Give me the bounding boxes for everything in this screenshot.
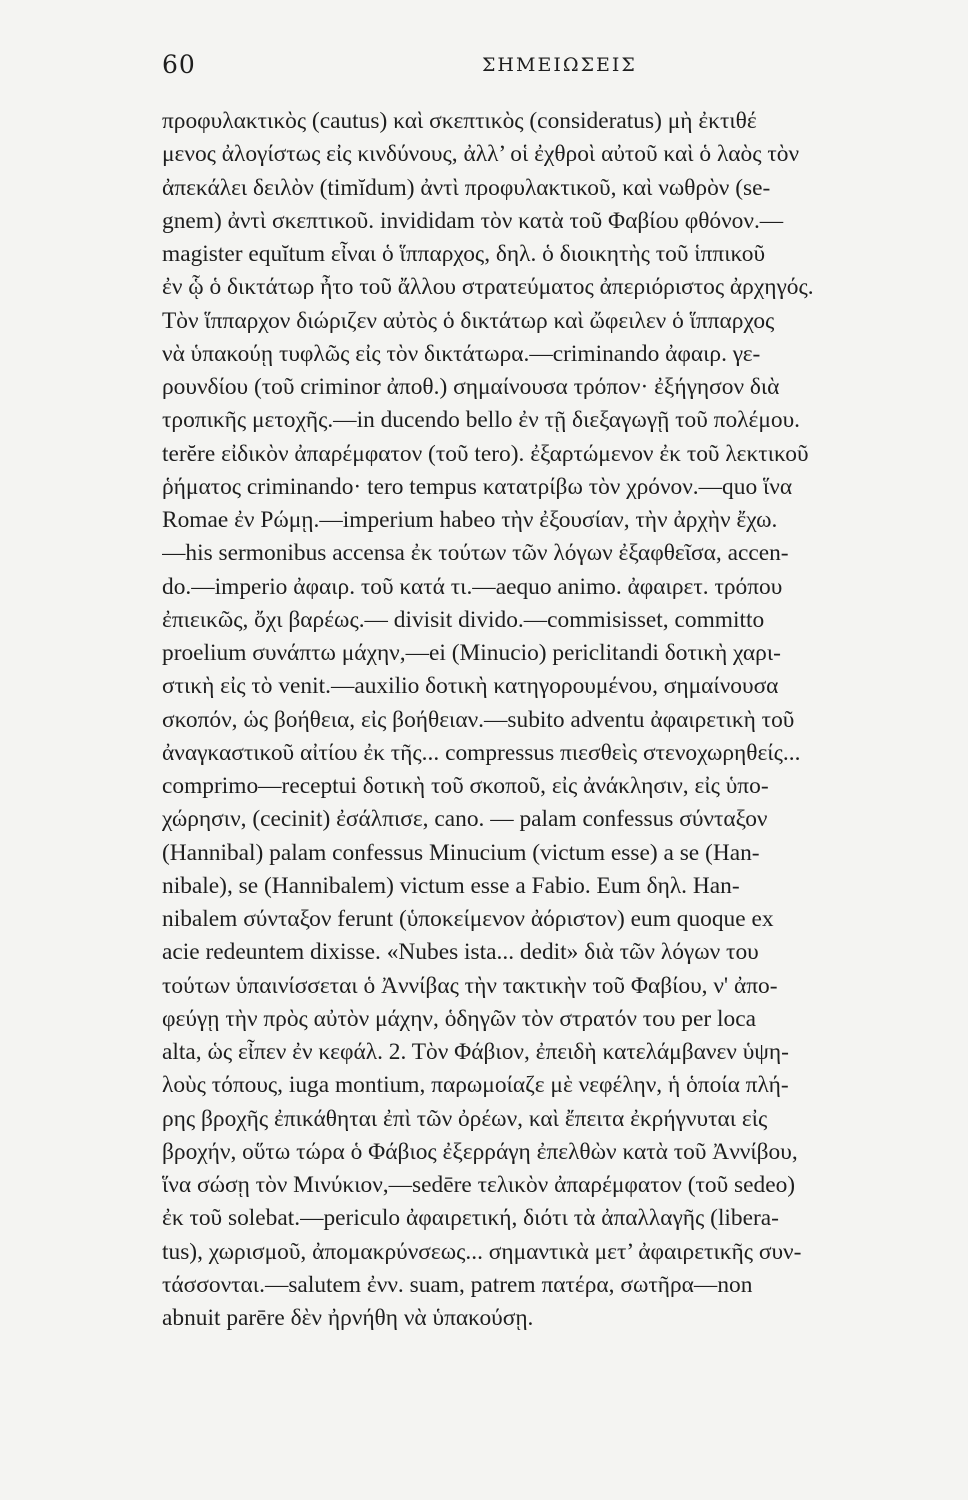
text-line: στικὴ εἰς τὸ venit.—auxilio δοτικὴ κατηγορουμένου, σημαίνουσα — [162, 673, 779, 700]
running-head: ΣΗΜΕΙΩΣΕΙΣ — [482, 54, 637, 76]
text-line: ἐκ τοῦ solebat.—periculo ἀφαιρετική, διότι τὰ ἀπαλλαγῆς (libera- — [162, 1205, 779, 1232]
text-line: ἀπεκάλει δειλὸν (timĭdum) ἀντὶ προφυλακτικοῦ, καὶ νωθρὸν (se- — [162, 174, 771, 201]
page-header — [162, 50, 958, 90]
text-line: (Hannibal) palam confessus Minucium (victum esse) a se (Han- — [162, 839, 760, 866]
text-line: magister equĭtum εἶναι ὁ ἵππαρχος, δηλ. ὁ διοικητὴς τοῦ ἱππικοῦ — [162, 241, 766, 267]
text-line: Romae ἐν Ρώμῃ.—imperium habeo τὴν ἐξουσίαν, τὴν ἀρχὴν ἔχω. — [162, 507, 778, 533]
text-line: ἐπιεικῶς, ὄχι βαρέως.— divisit divido.—commisisset, committo — [162, 606, 765, 633]
text-line: νὰ ὑπακούῃ τυφλῶς εἰς τὸν δικτάτωρα.—criminando ἀφαιρ. γε- — [162, 340, 761, 367]
text-line: terĕre εἰδικὸν ἀπαρέμφατον (τοῦ tero). ἐξαρτώμενον ἐκ τοῦ λεκτικοῦ — [162, 440, 809, 467]
text-line: acie redeuntem dixisse. «Nubes ista... dedit» διὰ τῶν λόγων του — [162, 939, 759, 966]
text-line: τάσσονται.—salutem ἐνν. suam, patrem πατέρα, σωτῆρα—non — [162, 1271, 753, 1298]
text-line: ῥήματος criminando· tero tempus κατατρίβω τὸν χρόνον.—quo ἵνα — [162, 473, 793, 500]
text-line: τούτων ὑπαινίσσεται ὁ Ἀννίβας τὴν τακτικὴν τοῦ Φαβίου, ν' ἀπο- — [162, 972, 778, 999]
text-line: ρουνδίου (τοῦ criminor ἀποθ.) σημαίνουσα τρόπον· ἐξήγησον διὰ — [162, 374, 780, 400]
text-line: ἵνα σώσῃ τὸν Μινύκιον,—sedēre τελικὸν ἀπαρέμφατον (τοῦ sedeo) — [162, 1172, 796, 1198]
text-line: χώρησιν, (cecinit) ἐσάλπισε, cano. — palam confessus σύνταξον — [162, 806, 768, 833]
text-line: τροπικῆς μετοχῆς.—in ducendo bello ἐν τῇ διεξαγωγῇ τοῦ πολέμου. — [162, 407, 800, 434]
text-line: alta, ὡς εἶπεν ἐν κεφάλ. 2. Τὸν Φάβιον, ἐπειδὴ κατελάμβανεν ὑψη- — [162, 1039, 789, 1065]
text-line: nibalem σύνταξον ferunt (ὑποκείμενον ἀόριστον) eum quoque ex — [162, 906, 774, 932]
text-line: ἀναγκαστικοῦ αἰτίου ἐκ τῆς... compressus πιεσθεὶς στενοχωρηθείς... — [162, 739, 801, 766]
text-line: comprimo—receptui δοτικὴ τοῦ σκοποῦ, εἰς ἀνάκλησιν, εἰς ὑπο- — [162, 773, 769, 799]
text-line: μενος ἀλογίστως εἰς κινδύνους, ἀλλ’ οἱ ἐχθροὶ αὐτοῦ καὶ ὁ λαὸς τὸν — [162, 141, 800, 168]
text-line: proelium συνάπτω μάχην,—ei (Minucio) periclitandi δοτικὴ χαρι- — [162, 640, 781, 666]
text-line: —his sermonibus accensa ἐκ τούτων τῶν λόγων ἐξαφθεῖσα, accen- — [162, 540, 789, 567]
text-line: ρης βροχῆς ἐπικάθηται ἐπὶ τῶν ὀρέων, καὶ ἔπειτα ἐκρήγνυται εἰς — [162, 1105, 768, 1132]
commentary-text — [162, 105, 962, 1335]
text-line: λοὺς τόπους, iuga montium, παρωμοίαζε μὲ νεφέλην, ἡ ὁποία πλή- — [162, 1072, 789, 1099]
text-line: σκοπόν, ὡς βοήθεια, εἰς βοήθειαν.—subito adventu ἀφαιρετικὴ τοῦ — [162, 706, 795, 733]
text-line: nibale), se (Hannibalem) victum esse a Fabio. Eum δηλ. Han- — [162, 872, 740, 899]
text-line: do.—imperio ἀφαιρ. τοῦ κατά τι.—aequo animo. ἀφαιρετ. τρόπου — [162, 573, 783, 600]
text-line: tus), χωρισμοῦ, ἀπομακρύνσεως... σημαντικὰ μετ’ ἀφαιρετικῆς συν- — [162, 1238, 802, 1265]
text-line: Τὸν ἵππαρχον διώριζεν αὐτὸς ὁ δικτάτωρ καὶ ὤφειλεν ὁ ἵππαρχος — [162, 307, 775, 334]
text-line: βροχήν, οὕτω τώρα ὁ Φάβιος ἐξερράγη ἐπελθὼν κατὰ τοῦ Ἀννίβου, — [162, 1138, 798, 1165]
text-line: φεύγῃ τὴν πρὸς αὐτὸν μάχην, ὁδηγῶν τὸν στρατόν του per loca — [162, 1005, 756, 1032]
text-line: ἐν ᾧ ὁ δικτάτωρ ἦτο τοῦ ἄλλου στρατεύματος ἀπεριόριστος ἀρχηγός. — [162, 274, 814, 301]
text-line: abnuit parēre δὲν ἠρνήθη νὰ ὑπακούσῃ. — [162, 1305, 534, 1331]
text-line: gnem) ἀντὶ σκεπτικοῦ. invididam τὸν κατὰ τοῦ Φαβίου φθόνον.— — [162, 207, 784, 234]
text-line: προφυλακτικὸς (cautus) καὶ σκεπτικὸς (consideratus) μὴ ἐκτιθέ — [162, 108, 757, 134]
page-number: 60 — [162, 50, 196, 79]
